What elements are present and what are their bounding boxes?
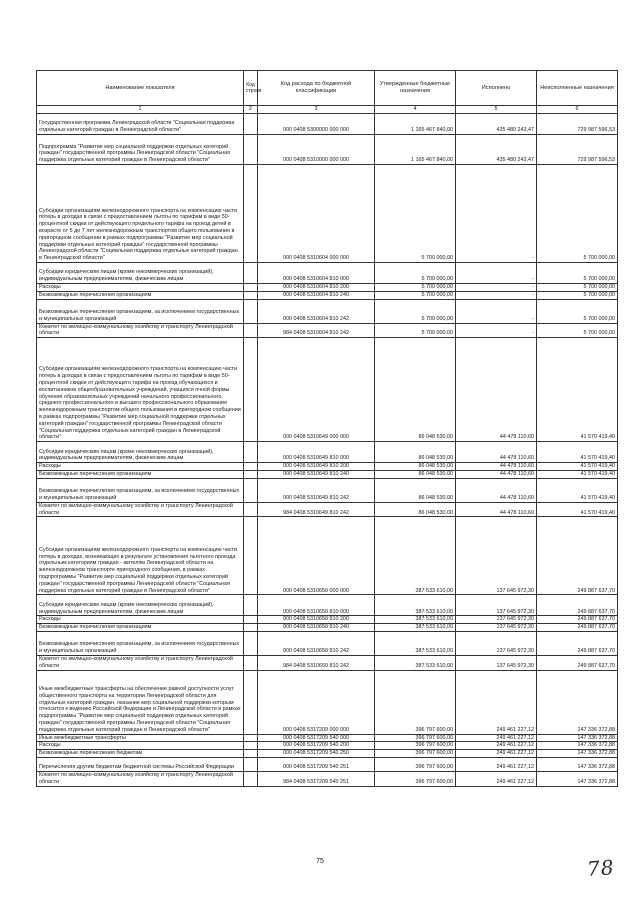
row-approved-amount: 387 533 610,00 xyxy=(375,517,456,595)
row-indicator-name: Иные межбюджетные трансферты xyxy=(37,734,244,742)
row-expense-code: 000 0408 5310604 000 000 xyxy=(258,165,375,263)
table-row xyxy=(37,670,618,734)
row-line-code xyxy=(244,517,258,595)
row-line-code xyxy=(244,670,258,734)
row-expense-code: 000 0408 5310649 810 242 xyxy=(258,478,375,502)
row-unexecuted-amount: 147 336 372,88 xyxy=(537,734,618,742)
row-approved-amount: 1 165 467 840,00 xyxy=(375,114,456,135)
column-number: 1 xyxy=(37,106,244,114)
row-line-code xyxy=(244,284,258,292)
row-expense-code: 000 0408 5310649 810 240 xyxy=(258,470,375,478)
row-unexecuted-amount: 147 336 372,88 xyxy=(537,750,618,758)
row-executed-amount: 249 461 227,12 xyxy=(456,742,537,750)
header-expense-code: Код расхода по бюджетной классификации xyxy=(258,71,375,106)
column-number: 6 xyxy=(537,106,618,114)
row-expense-code: 000 0408 5317209 540 000 xyxy=(258,734,375,742)
row-executed-amount: 44 478 110,60 xyxy=(456,502,537,517)
header-line-code: Код строки xyxy=(244,71,258,106)
table-row xyxy=(37,291,618,299)
row-expense-code: 000 0408 5310650 810 242 xyxy=(258,631,375,655)
row-indicator-name: Безвозмездные перечисления организациям xyxy=(37,470,244,478)
row-approved-amount: 86 048 530,00 xyxy=(375,442,456,463)
row-approved-amount: 396 797 600,00 xyxy=(375,750,456,758)
row-unexecuted-amount: 147 336 372,88 xyxy=(537,670,618,734)
row-indicator-name: Субсидии организациям железнодорожного транспорта на компенсацию части потерь в доходах в связи с предоставлением льготы по тарифам в виде 50-процентной скидки от действующего предельного тарифа на проезд детей в возрасте от 5 до 7 лет железнодорожным транспортом общего пользования в пригородном сообщении в рамках подпрограммы "Развитие мер социальной поддержки отдельных категорий граждан" государственной программы Ленинградской области "Социальная поддержка отдельных категорий граждан в Ленинградской области" xyxy=(37,165,244,263)
row-line-code xyxy=(244,757,258,771)
row-unexecuted-amount: 147 336 372,88 xyxy=(537,742,618,750)
row-executed-amount: 44 478 110,60 xyxy=(456,442,537,463)
table-row xyxy=(37,502,618,517)
row-approved-amount: 5 700 000,00 xyxy=(375,263,456,284)
row-indicator-name: Субсидии организациям железнодорожного транспорта на компенсацию части потерь в доходах в связи с предоставлением льготы по тарифам в виде 50-процентной скидки от действующего тарифа на проезд обучающихся и воспитанников общеобразовательных учреждений, учащихся очной формы обучения образовательных учреждений начального профессионального, среднего профессионального и высшего профессионального образования железнодорожным транспортом общего пользования в пригородном сообщении в рамках подпрограммы "Развитие мер социальной поддержки отдельных категорий граждан" государственной программы Ленинградской области "Социальная поддержка отдельных категорий граждан в Ленинградской области" xyxy=(37,338,244,442)
budget-execution-table-sheet xyxy=(36,70,617,787)
row-approved-amount: 387 533 610,00 xyxy=(375,655,456,670)
row-executed-amount: 44 478 110,60 xyxy=(456,470,537,478)
column-number: 3 xyxy=(258,106,375,114)
row-expense-code: 000 0408 5317209 000 000 xyxy=(258,670,375,734)
header-executed: Исполнено xyxy=(456,71,537,106)
row-line-code xyxy=(244,442,258,463)
row-unexecuted-amount: 249 887 637,70 xyxy=(537,517,618,595)
handwritten-page-mark: 78 xyxy=(586,855,616,881)
table-row xyxy=(37,478,618,502)
row-line-code xyxy=(244,291,258,299)
row-executed-amount: 435 480 243,47 xyxy=(456,114,537,135)
table-row xyxy=(37,624,618,632)
row-approved-amount: 387 533 610,00 xyxy=(375,631,456,655)
row-executed-amount: 44 478 110,60 xyxy=(456,478,537,502)
row-approved-amount: 5 700 000,00 xyxy=(375,291,456,299)
header-indicator-name: Наименование показателя xyxy=(37,71,244,106)
row-executed-amount: - xyxy=(456,263,537,284)
row-indicator-name: Комитет по жилищно-коммунальному хозяйству и транспорту Ленинградской области xyxy=(37,502,244,517)
row-executed-amount: 137 645 972,30 xyxy=(456,655,537,670)
row-approved-amount: 86 048 530,00 xyxy=(375,502,456,517)
row-expense-code: 000 0408 5310650 810 000 xyxy=(258,595,375,616)
row-executed-amount: 435 480 243,47 xyxy=(456,135,537,165)
row-executed-amount: 137 645 972,30 xyxy=(456,616,537,624)
row-expense-code: 000 0408 5310604 810 242 xyxy=(258,299,375,323)
row-indicator-name: Комитет по жилищно-коммунальному хозяйству и транспорту Ленинградской области xyxy=(37,771,244,786)
row-unexecuted-amount: 249 887 637,70 xyxy=(537,616,618,624)
row-unexecuted-amount: 147 336 372,88 xyxy=(537,757,618,771)
header-unexecuted: Неисполненные назначения xyxy=(537,71,618,106)
row-unexecuted-amount: 249 887 637,70 xyxy=(537,655,618,670)
row-indicator-name: Субсидии юридическим лицам (кроме некоммерческих организаций), индивидуальным предпринимателям, физическим лицам xyxy=(37,263,244,284)
table-row xyxy=(37,470,618,478)
row-executed-amount: 137 645 972,30 xyxy=(456,624,537,632)
row-unexecuted-amount: 5 700 000,00 xyxy=(537,299,618,323)
row-unexecuted-amount: 249 887 637,70 xyxy=(537,624,618,632)
row-expense-code: 984 0408 5310650 810 242 xyxy=(258,655,375,670)
table-row xyxy=(37,323,618,338)
row-line-code xyxy=(244,470,258,478)
row-line-code xyxy=(244,631,258,655)
row-line-code xyxy=(244,263,258,284)
row-line-code xyxy=(244,478,258,502)
row-approved-amount: 86 048 530,00 xyxy=(375,338,456,442)
row-unexecuted-amount: 41 570 419,40 xyxy=(537,478,618,502)
row-indicator-name: Расходы xyxy=(37,463,244,471)
row-indicator-name: Расходы xyxy=(37,742,244,750)
row-line-code xyxy=(244,502,258,517)
row-expense-code: 000 0408 5310604 810 240 xyxy=(258,291,375,299)
table-row xyxy=(37,616,618,624)
row-approved-amount: 396 797 600,00 xyxy=(375,742,456,750)
table-row xyxy=(37,771,618,786)
row-expense-code: 000 0408 5310649 810 000 xyxy=(258,442,375,463)
row-approved-amount: 1 165 467 840,00 xyxy=(375,135,456,165)
row-indicator-name: Подпрограмма "Развитие мер социальной поддержки отдельных категорий граждан" государственной программы Ленинградской области "Социальная поддержка отдельных категорий граждан в Ленинградской области" xyxy=(37,135,244,165)
row-approved-amount: 387 533 610,00 xyxy=(375,595,456,616)
row-indicator-name: Безвозмездные перечисления организациям, за исключением государственных и муниципальных организаций xyxy=(37,631,244,655)
table-row xyxy=(37,734,618,742)
row-executed-amount: 249 461 227,12 xyxy=(456,670,537,734)
row-indicator-name: Безвозмездные перечисления организациям, за исключением государственных и муниципальных организаций xyxy=(37,299,244,323)
row-unexecuted-amount: 5 700 000,00 xyxy=(537,263,618,284)
table-row xyxy=(37,517,618,595)
row-indicator-name: Безвозмездные перечисления организациям, за исключением государственных и муниципальных организаций xyxy=(37,478,244,502)
table-row xyxy=(37,114,618,135)
row-unexecuted-amount: 41 570 419,40 xyxy=(537,338,618,442)
row-indicator-name: Безвозмездные перечисления организациям xyxy=(37,624,244,632)
row-expense-code: 000 0408 5300000 000 000 xyxy=(258,114,375,135)
table-row xyxy=(37,284,618,292)
row-unexecuted-amount: 41 570 419,40 xyxy=(537,442,618,463)
row-executed-amount: 249 461 227,12 xyxy=(456,734,537,742)
row-executed-amount: 249 461 227,12 xyxy=(456,757,537,771)
table-row xyxy=(37,631,618,655)
budget-execution-table xyxy=(36,70,618,787)
row-line-code xyxy=(244,299,258,323)
row-line-code xyxy=(244,771,258,786)
row-expense-code: 000 0408 5310000 000 000 xyxy=(258,135,375,165)
row-approved-amount: 387 533 610,00 xyxy=(375,616,456,624)
table-row xyxy=(37,338,618,442)
row-unexecuted-amount: 5 700 000,00 xyxy=(537,291,618,299)
table-row xyxy=(37,742,618,750)
row-approved-amount: 86 048 530,00 xyxy=(375,463,456,471)
row-expense-code: 000 0408 5310650 810 200 xyxy=(258,616,375,624)
row-indicator-name: Расходы xyxy=(37,284,244,292)
page-number: 75 xyxy=(316,858,324,865)
table-header-row xyxy=(37,71,618,106)
table-row xyxy=(37,757,618,771)
row-indicator-name: Расходы xyxy=(37,616,244,624)
row-line-code xyxy=(244,463,258,471)
row-expense-code: 000 0408 5310649 000 000 xyxy=(258,338,375,442)
row-unexecuted-amount: 147 336 372,88 xyxy=(537,771,618,786)
row-line-code xyxy=(244,114,258,135)
table-row xyxy=(37,595,618,616)
table-row xyxy=(37,442,618,463)
row-unexecuted-amount: 41 570 419,40 xyxy=(537,502,618,517)
row-line-code xyxy=(244,338,258,442)
row-executed-amount: - xyxy=(456,299,537,323)
row-approved-amount: 86 048 530,00 xyxy=(375,470,456,478)
row-executed-amount: 137 645 972,30 xyxy=(456,517,537,595)
table-row xyxy=(37,463,618,471)
column-number-row xyxy=(37,106,618,114)
row-approved-amount: 396 797 600,00 xyxy=(375,670,456,734)
row-indicator-name: Субсидии юридическим лицам (кроме некоммерческих организаций), индивидуальным предпринимателям, физическим лицам xyxy=(37,442,244,463)
row-executed-amount: - xyxy=(456,284,537,292)
column-number: 5 xyxy=(456,106,537,114)
row-executed-amount: 137 645 972,30 xyxy=(456,595,537,616)
row-indicator-name: Комитет по жилищно-коммунальному хозяйству и транспорту Ленинградской области xyxy=(37,655,244,670)
table-row xyxy=(37,263,618,284)
row-expense-code: 000 0408 5317209 540 200 xyxy=(258,742,375,750)
table-body xyxy=(37,114,618,787)
row-indicator-name: Государственная программа Ленинградской области "Социальная поддержка отдельных категорий граждан в Ленинградской области" xyxy=(37,114,244,135)
row-indicator-name: Безвозмездные перечисления бюджетам xyxy=(37,750,244,758)
row-unexecuted-amount: 729 987 596,53 xyxy=(537,114,618,135)
column-number: 4 xyxy=(375,106,456,114)
row-expense-code: 000 0408 5317209 540 250 xyxy=(258,750,375,758)
row-unexecuted-amount: 41 570 419,40 xyxy=(537,463,618,471)
row-approved-amount: 396 797 600,00 xyxy=(375,757,456,771)
row-line-code xyxy=(244,624,258,632)
header-approved: Утвержденные бюджетные назначения xyxy=(375,71,456,106)
row-indicator-name: Безвозмездные перечисления организациям xyxy=(37,291,244,299)
row-executed-amount: 44 478 110,60 xyxy=(456,463,537,471)
row-unexecuted-amount: 41 570 419,40 xyxy=(537,470,618,478)
row-expense-code: 000 0408 5310650 000 000 xyxy=(258,517,375,595)
row-line-code xyxy=(244,750,258,758)
row-line-code xyxy=(244,165,258,263)
row-expense-code: 984 0408 5310604 810 242 xyxy=(258,323,375,338)
row-indicator-name: Субсидии организациям железнодорожного транспорта на компенсацию части потерь в доходах, возникающих в результате установления льготного проезда отдельным категориям граждан - жителям Ленинградской области на железнодорожном транспорте пригородного сообщения, в рамках подпрограммы "Развитие мер социальной поддержки отдельных категорий граждан" государственной программы Ленинградской области "Социальная поддержка отдельных категорий граждан в Ленинградской области" xyxy=(37,517,244,595)
row-indicator-name: Субсидии юридическим лицам (кроме некоммерческих организаций), индивидуальным предпринимателям, физическим лицам xyxy=(37,595,244,616)
row-approved-amount: 86 048 530,00 xyxy=(375,478,456,502)
row-approved-amount: 387 533 610,00 xyxy=(375,624,456,632)
row-line-code xyxy=(244,655,258,670)
row-indicator-name: Комитет по жилищно-коммунальному хозяйству и транспорту Ленинградской области xyxy=(37,323,244,338)
row-expense-code: 984 0408 5317209 540 251 xyxy=(258,771,375,786)
table-row xyxy=(37,655,618,670)
row-executed-amount: - xyxy=(456,165,537,263)
row-line-code xyxy=(244,595,258,616)
row-approved-amount: 396 797 600,00 xyxy=(375,771,456,786)
row-indicator-name: Перечисления другим бюджетам бюджетной системы Российской Федерации xyxy=(37,757,244,771)
row-unexecuted-amount: 249 887 637,70 xyxy=(537,595,618,616)
row-expense-code: 000 0408 5310649 810 200 xyxy=(258,463,375,471)
row-expense-code: 000 0408 5310650 810 240 xyxy=(258,624,375,632)
row-approved-amount: 5 700 000,00 xyxy=(375,284,456,292)
row-line-code xyxy=(244,135,258,165)
row-executed-amount: 44 478 110,60 xyxy=(456,338,537,442)
row-indicator-name: Иные межбюджетные трансферты на обеспечение равной доступности услуг общественного транспорта на территории Ленинградской области для отдельных категорий граждан, оказание мер социальной поддержки которым относится к ведению Российской Федерации и Ленинградской области в рамках подпрограммы "Развитие мер социальной поддержки отдельных категорий граждан" государственной программы Ленинградской области "Социальная поддержка отдельных категорий граждан в Ленинградской области" xyxy=(37,670,244,734)
row-line-code xyxy=(244,323,258,338)
table-row xyxy=(37,750,618,758)
table-row xyxy=(37,299,618,323)
row-unexecuted-amount: 5 700 000,00 xyxy=(537,165,618,263)
row-executed-amount: 249 461 227,12 xyxy=(456,771,537,786)
row-expense-code: 000 0408 5310604 810 200 xyxy=(258,284,375,292)
table-row xyxy=(37,165,618,263)
row-expense-code: 000 0408 5317209 540 251 xyxy=(258,757,375,771)
row-line-code xyxy=(244,742,258,750)
row-line-code xyxy=(244,734,258,742)
row-executed-amount: 137 645 972,30 xyxy=(456,631,537,655)
row-approved-amount: 396 797 600,00 xyxy=(375,734,456,742)
row-approved-amount: 5 700 000,00 xyxy=(375,299,456,323)
row-unexecuted-amount: 729 987 596,53 xyxy=(537,135,618,165)
row-expense-code: 000 0408 5310604 810 000 xyxy=(258,263,375,284)
row-approved-amount: 5 700 000,00 xyxy=(375,323,456,338)
row-executed-amount: - xyxy=(456,323,537,338)
row-unexecuted-amount: 5 700 000,00 xyxy=(537,323,618,338)
row-executed-amount: 249 461 227,12 xyxy=(456,750,537,758)
row-expense-code: 984 0408 5310649 810 242 xyxy=(258,502,375,517)
row-executed-amount: - xyxy=(456,291,537,299)
row-unexecuted-amount: 5 700 000,00 xyxy=(537,284,618,292)
row-unexecuted-amount: 249 887 637,70 xyxy=(537,631,618,655)
column-number: 2 xyxy=(244,106,258,114)
row-line-code xyxy=(244,616,258,624)
table-row xyxy=(37,135,618,165)
row-approved-amount: 5 700 000,00 xyxy=(375,165,456,263)
